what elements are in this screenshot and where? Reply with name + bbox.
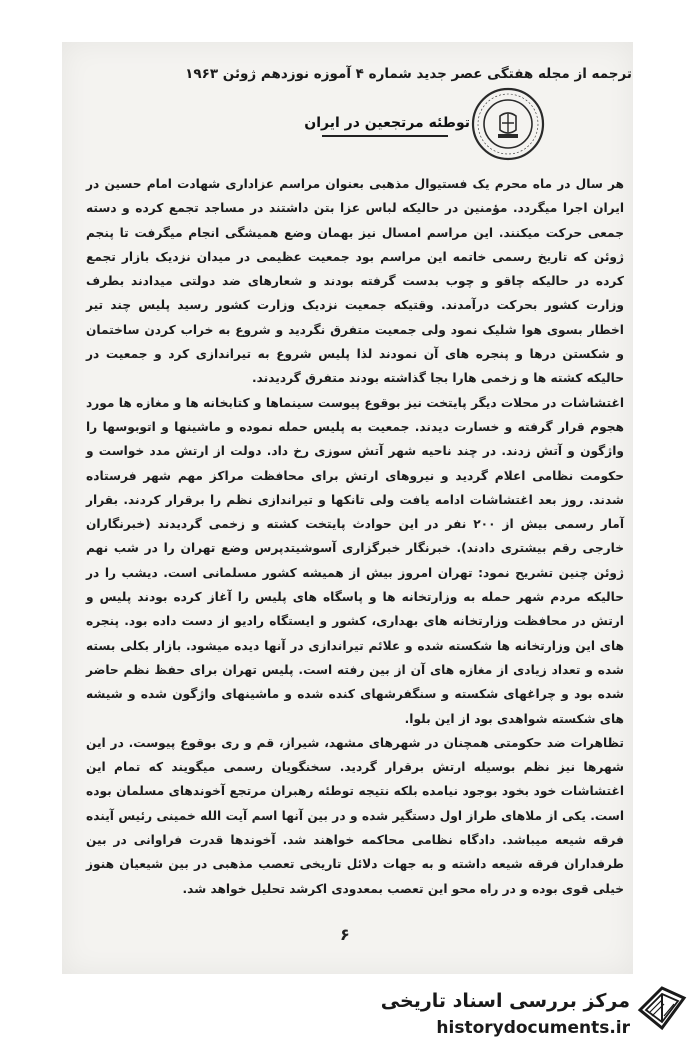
document-body [86,172,624,901]
footer-site-name: مرکز بررسی اسناد تاریخی [380,990,630,1012]
footer-site-url: historydocuments.ir [436,1018,630,1038]
archive-stamp-seal-icon [470,86,546,162]
document-header: ترجمه از مجله هفتگی عصر جدید شماره ۴ آموزه نوزدهم ژوئن ۱۹۶۳ [185,66,632,82]
document-title: توطئه مرتجعین در ایران [304,115,470,131]
body-paragraph: هر سال در ماه محرم یک فستیوال مذهبی بعنوان مراسم عزاداری شهادت امام حسین در ایران اجرا میگردد. مؤمنین در حالیکه لباس عزا بتن داشتند در مساجد تجمع کرده و دسته جمعی حرکت میکنند. این مراسم امسال نیز بهمان وضع همیشگی انجام میگرفت تا پنجم ژوئن که تاریخ رسمی خاتمه این مراسم بود جمعیت عظیمی در میدان نزدیک بازار تجمع کرده در حالیکه چاقو و چوب بدست گرفته بودند و شعارهای ضد دولتی میدادند بطرف وزارت کشور بحرکت درآمدند. وقتیکه جمعیت نزدیک وزارت کشور رسید پلیس چند تیر اخطار بسوی هوا شلیک نمود ولی جمعیت متفرق نگردید و شروع به خراب کردن ساختمان و شکستن درها و پنجره های آن نمودند لذا پلیس شروع به تیراندازی کرد و جمعیت در حالیکه کشته ها و زخمی هارا بجا گذاشته بودند متفرق گردیدند. [86,177,624,386]
body-paragraph: اغتشاشات در محلات دیگر پایتخت نیز بوقوع پیوست سینماها و کتابخانه ها و مغازه ها مورد هجوم قرار گرفته و خسارت دیدند. جمعیت به پلیس حمله نموده و ماشینها و اتوبوسها را واژگون و آتش زدند. در چند ناحیه شهر آتش سوزی رخ داد. دولت از ارتش مدد خواست و حکومت نظامی اعلام گردید و نیروهای ارتش برای محافظت مراکز مهم شهر فرستاده شدند. روز بعد اغتشاشات ادامه یافت ولی تانکها و تیراندازی نظم را برقرار کردند. بقرار آمار رسمی بیش از ۲۰۰ نفر در این حوادث پایتخت کشته و زخمی گردیدند (خبرنگاران خارجی رقم بیشتری دادند). خبرنگار خبرگزاری آسوشیتدپرس وضع تهران را در شب نهم ژوئن چنین تشریح نمود: تهران امروز بیش از همیشه کشور مسلمانی است. دیشب را در حالیکه مردم شهر حمله به وزارتخانه ها و پاسگاه های پلیس را آغاز کرده بودند پلیس و ارتش در محافظت وزارتخانه های بهداری، کشور و ایستگاه رادیو از دست داده بود. پنجره های این وزارتخانه ها شکسته شده و علائم تیراندازی در آنها دیده میشود. بازار بکلی بسته شده و تعداد زیادی از مغازه های آن از بین رفته است. پلیس تهران برای حفظ نظم حاضر شده بود و چراغهای شکسته و سنگفرشهای کنده شده و ماشینهای واژگون شده و شیشه های شکسته شواهدی بود از این بلوا. [86,395,625,726]
footer-watermark [0,978,700,1050]
body-paragraph: تظاهرات ضد حکومتی همچنان در شهرهای مشهد، شیراز، قم و ری بوقوع پیوست. در این شهرها نیز نظم بوسیله ارتش برقرار گردید. سخنگویان رسمی میگویند که تمام این اغتشاشات خود بخود بوجود نیامده بلکه نتیجه توطئه رهبران مرتجع آخوندهای مسلمان بوده است. یکی از ملاهای طراز اول دستگیر شده و در بین آنها اسم آیت الله خمینی رئیس آینده فرقه شیعه میباشد. دادگاه نظامی محاکمه خواهند شد. آخوندها قدرت فراوانی در بین طرفداران فرقه شیعه داشته و به جهات دلائل تاریخی تعصب مذهبی در بین شیعیان هنوز خیلی قوی بوده و در راه محو این تعصب بمعدودی اکرشد تحلیل خواهد شد. [86,735,624,896]
page-number: ۶ [340,925,350,944]
book-logo-icon [634,980,690,1036]
title-underline [322,135,448,137]
